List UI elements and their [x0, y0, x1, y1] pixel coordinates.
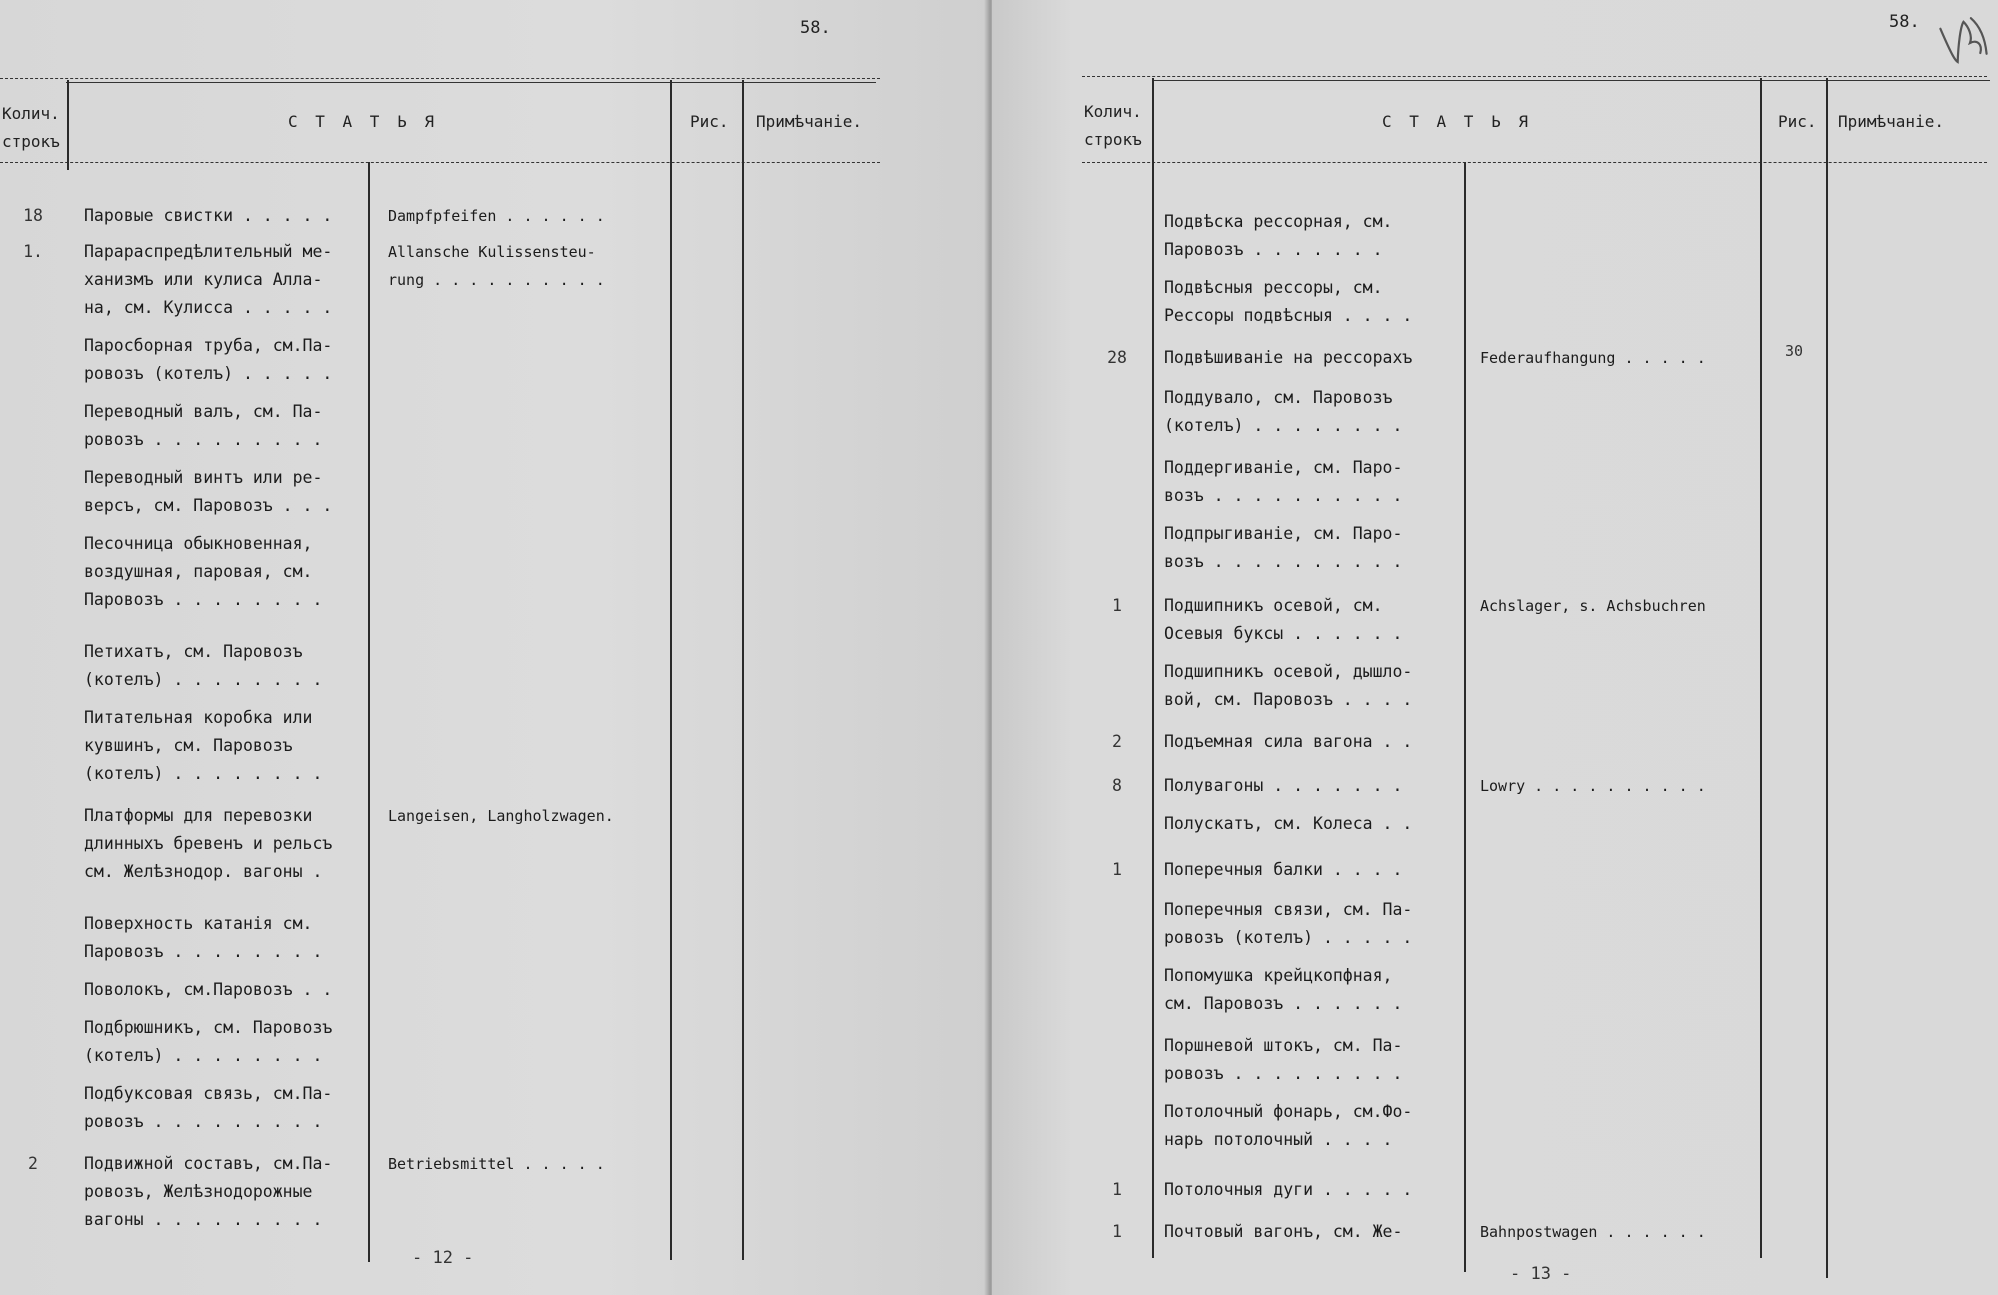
left-header-top-rule [0, 78, 880, 79]
right-entry-german-term: Federaufhangung . . . . . [1480, 349, 1706, 367]
right-col-divider-fig [1760, 78, 1762, 1258]
left-entry-russian-term: (котелъ) . . . . . . . . [84, 670, 323, 689]
left-entry-german-term: rung . . . . . . . . . . [388, 271, 605, 289]
right-col-divider-qty [1152, 78, 1154, 1258]
left-entry-russian-term: Песочница обыкновенная, [84, 534, 313, 553]
right-entry-russian-term: Подвѣшиваніе на рессорахъ [1164, 348, 1413, 367]
right-entry-russian-term: Паровозъ . . . . . . . [1164, 240, 1383, 259]
right-entry-russian-term: Потолочныя дуги . . . . . [1164, 1180, 1413, 1199]
left-entry-russian-term: кувшинъ, см. Паровозъ [84, 736, 293, 755]
right-entry-russian-term: Подъемная сила вагона . . [1164, 732, 1413, 751]
right-entry-russian-term: ровозъ . . . . . . . . . [1164, 1064, 1403, 1083]
right-entry-russian-term: Подпрыгиваніе, см. Паро- [1164, 524, 1403, 543]
right-entry-russian-term: Почтовый вагонъ, см. Же- [1164, 1222, 1403, 1241]
left-entry-russian-term: на, см. Кулисса . . . . . [84, 298, 333, 317]
left-entry-russian-term: Петихатъ, см. Паровозъ [84, 642, 303, 661]
left-entry-russian-term: ровозъ, Желѣзнодорожные [84, 1182, 313, 1201]
left-entry-russian-term: Паросборная труба, см.Па- [84, 336, 333, 355]
left-header-qty-line2: строкъ [2, 132, 60, 151]
right-entry-qty: 1 [1112, 860, 1122, 879]
left-entry-qty: 2 [28, 1154, 38, 1173]
right-entry-russian-term: нарь потолочный . . . . [1164, 1130, 1393, 1149]
left-entry-russian-term: Парараспредѣлительный ме- [84, 242, 333, 261]
right-page [992, 0, 1998, 1295]
right-entry-russian-term: Потолочный фонарь, см.Фо- [1164, 1102, 1413, 1121]
left-header-bottom-rule [0, 162, 880, 163]
left-header-qty [2, 100, 60, 156]
right-header-qty [1084, 98, 1142, 154]
signature-mark [1932, 9, 1995, 69]
left-col-divider-qty [67, 80, 69, 170]
left-entry-russian-term: (котелъ) . . . . . . . . [84, 764, 323, 783]
left-header-article: С Т А Т Ь Я [288, 112, 438, 131]
right-entry-russian-term: Осевыя буксы . . . . . . [1164, 624, 1403, 643]
left-entry-russian-term: версъ, см. Паровозъ . . . [84, 496, 333, 515]
right-entry-russian-term: Полускатъ, см. Колеса . . [1164, 814, 1413, 833]
left-entry-russian-term: Подвижной составъ, см.Па- [84, 1154, 333, 1173]
right-entry-qty: 1 [1112, 1222, 1122, 1241]
left-entry-russian-term: ровозъ . . . . . . . . . [84, 1112, 323, 1131]
left-entry-russian-term: Поверхность катанія см. [84, 914, 313, 933]
left-page-number: 58. [800, 18, 831, 38]
right-header-qty-line1: Колич. [1084, 102, 1142, 121]
left-page [0, 0, 990, 1295]
left-entry-russian-term: Паровые свистки . . . . . [84, 206, 333, 225]
right-entry-qty: 2 [1112, 732, 1122, 751]
right-entry-figure-number: 30 [1784, 342, 1804, 360]
right-header-top-rule [1082, 76, 1987, 77]
left-col-divider-de [368, 162, 370, 1262]
right-page-number: 58. [1889, 12, 1920, 32]
right-header-top-rule-solid [1152, 80, 1990, 81]
right-entry-russian-term: ровозъ (котелъ) . . . . . [1164, 928, 1413, 947]
right-entry-russian-term: см. Паровозъ . . . . . . [1164, 994, 1403, 1013]
right-entry-russian-term: Поддувало, см. Паровозъ [1164, 388, 1393, 407]
right-footer: - 13 - [1510, 1264, 1572, 1284]
right-entry-russian-term: Поршневой штокъ, см. Па- [1164, 1036, 1403, 1055]
handwritten-signature [1932, 9, 1997, 78]
right-entry-russian-term: (котелъ) . . . . . . . . [1164, 416, 1403, 435]
left-entry-qty: 1. [23, 242, 43, 261]
right-entry-russian-term: Подвѣсныя рессоры, см. [1164, 278, 1383, 297]
left-entry-russian-term: (котелъ) . . . . . . . . [84, 1046, 323, 1065]
right-entry-qty: 28 [1107, 348, 1127, 367]
left-header-top-rule-solid [66, 82, 876, 83]
right-header-bottom-rule [1082, 162, 1987, 163]
right-entry-russian-term: возъ . . . . . . . . . . [1164, 486, 1403, 505]
right-entry-russian-term: Рессоры подвѣсныя . . . . [1164, 306, 1413, 325]
left-entry-russian-term: см. Желѣзнодор. вагоны . [84, 862, 323, 881]
right-entry-russian-term: Полувагоны . . . . . . . [1164, 776, 1403, 795]
left-entry-qty: 18 [23, 206, 43, 225]
left-entry-russian-term: Подбрюшникъ, см. Паровозъ [84, 1018, 333, 1037]
left-entry-russian-term: вагоны . . . . . . . . . [84, 1210, 323, 1229]
right-entry-qty: 1 [1112, 1180, 1122, 1199]
right-entry-russian-term: Поперечныя связи, см. Па- [1164, 900, 1413, 919]
right-header-fig: Рис. [1778, 112, 1817, 131]
right-entry-russian-term: Подвѣска рессорная, см. [1164, 212, 1393, 231]
left-entry-russian-term: ровозъ (котелъ) . . . . . [84, 364, 333, 383]
right-entry-russian-term: вой, см. Паровозъ . . . . [1164, 690, 1413, 709]
right-entry-qty: 8 [1112, 776, 1122, 795]
left-header-fig: Рис. [690, 112, 729, 131]
left-entry-german-term: Allansche Kulissensteu- [388, 243, 596, 261]
right-entry-german-term: Lowry . . . . . . . . . . [1480, 777, 1706, 795]
left-entry-russian-term: Подбуксовая связь, см.Па- [84, 1084, 333, 1103]
right-col-divider-de [1464, 162, 1466, 1272]
right-entry-russian-term: Поддергиваніе, см. Паро- [1164, 458, 1403, 477]
left-entry-russian-term: Переводный винтъ или ре- [84, 468, 323, 487]
left-col-divider-fig [670, 80, 672, 1260]
left-entry-russian-term: ханизмъ или кулиса Алла- [84, 270, 323, 289]
right-entry-russian-term: Поперечныя балки . . . . [1164, 860, 1403, 879]
right-entry-russian-term: Подшипникъ осевой, см. [1164, 596, 1383, 615]
right-header-note: Примѣчаніе. [1838, 112, 1944, 131]
right-col-divider-note [1826, 78, 1828, 1278]
left-entry-russian-term: Поволокъ, см.Паровозъ . . [84, 980, 333, 999]
left-entry-german-term: Langeisen, Langholzwagen. [388, 807, 614, 825]
left-entry-russian-term: Паровозъ . . . . . . . . [84, 590, 323, 609]
left-entry-russian-term: Паровозъ . . . . . . . . [84, 942, 323, 961]
left-col-divider-note [742, 80, 744, 1260]
right-entry-german-term: Achslager, s. Achsbuchren [1480, 597, 1706, 615]
right-entry-russian-term: возъ . . . . . . . . . . [1164, 552, 1403, 571]
left-footer: - 12 - [412, 1248, 474, 1268]
left-entry-russian-term: длинныхъ бревенъ и рельсъ [84, 834, 333, 853]
left-entry-german-term: Betriebsmittel . . . . . [388, 1155, 605, 1173]
right-header-article: С Т А Т Ь Я [1382, 112, 1532, 131]
left-entry-russian-term: воздушная, паровая, см. [84, 562, 313, 581]
right-entry-qty: 1 [1112, 596, 1122, 615]
right-entry-russian-term: Подшипникъ осевой, дышло- [1164, 662, 1413, 681]
right-entry-russian-term: Попомушка крейцкопфная, [1164, 966, 1393, 985]
right-entry-german-term: Bahnpostwagen . . . . . . [1480, 1223, 1706, 1241]
right-header-qty-line2: строкъ [1084, 130, 1142, 149]
left-entry-russian-term: ровозъ . . . . . . . . . [84, 430, 323, 449]
left-entry-russian-term: Питательная коробка или [84, 708, 313, 727]
left-header-note: Примѣчаніе. [756, 112, 862, 131]
left-entry-russian-term: Платформы для перевозки [84, 806, 313, 825]
left-entry-russian-term: Переводный валъ, см. Па- [84, 402, 323, 421]
left-entry-german-term: Dampfpfeifen . . . . . . [388, 207, 605, 225]
left-header-qty-line1: Колич. [2, 104, 60, 123]
